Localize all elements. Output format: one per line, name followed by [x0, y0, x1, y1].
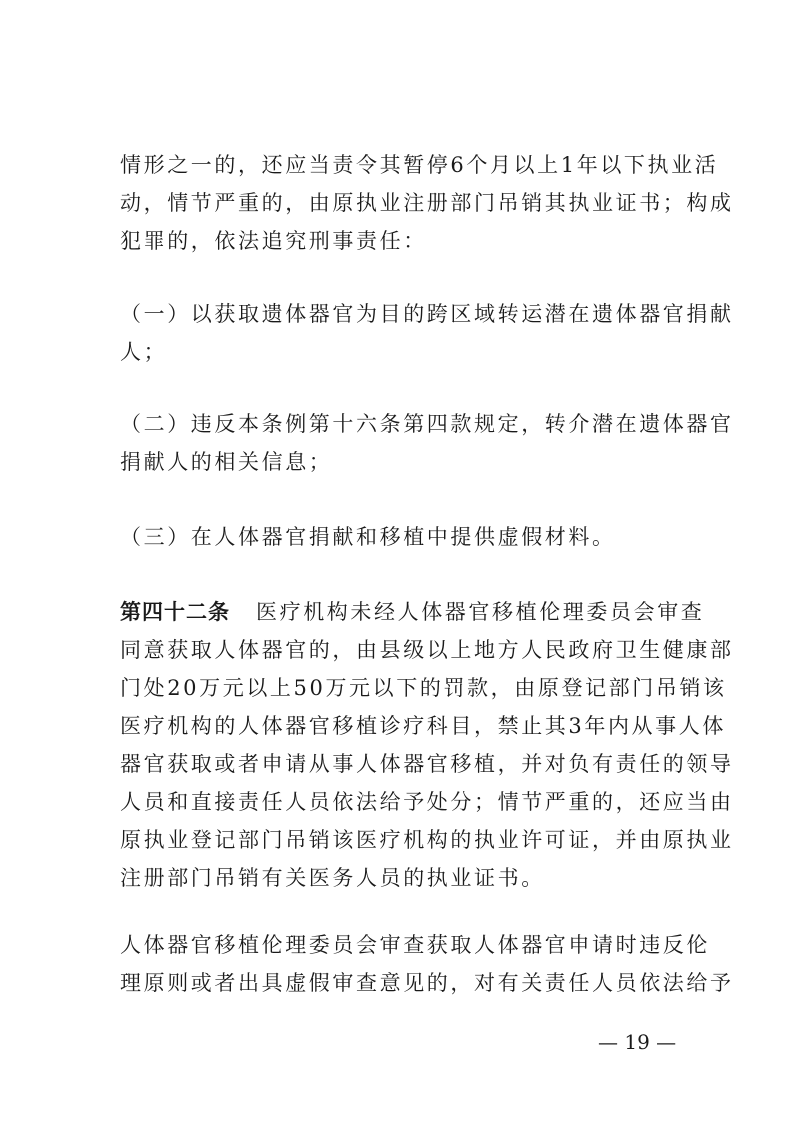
text-line: 人体器官移植伦理委员会审查获取人体器官申请时违反伦: [120, 933, 710, 957]
text-line: （一）以获取遗体器官为目的跨区域转运潜在遗体器官捐献: [120, 302, 734, 326]
text-line: 门处20万元以上50万元以下的罚款，由原登记部门吊销该: [120, 676, 727, 700]
list-item-2: [120, 405, 734, 481]
list-item-1: [120, 295, 734, 371]
paragraph-continuation: [120, 146, 734, 260]
text-line: 理原则或者出具虚假审查意见的，对有关责任人员依法给予: [120, 971, 734, 995]
page-number: — 19 —: [598, 1030, 677, 1054]
text-line: 同意获取人体器官的，由县级以上地方人民政府卫生健康部: [120, 638, 734, 662]
text-line: （二）违反本条例第十六条第四款规定，转介潜在遗体器官: [120, 412, 734, 436]
text-line: 人；: [120, 340, 168, 364]
text-line: 原执业登记部门吊销该医疗机构的执业许可证，并由原执业: [120, 828, 734, 852]
text-line: 医疗机构的人体器官移植诊疗科目，禁止其3年内从事人体: [120, 714, 726, 738]
article-heading: 第四十二条: [120, 599, 230, 624]
text-line: 器官获取或者申请从事人体器官移植，并对负有责任的领导: [120, 752, 734, 776]
text-line: 人员和直接责任人员依法给予处分；情节严重的，还应当由: [120, 790, 734, 814]
list-item-3: [120, 518, 672, 556]
text-line: 动，情节严重的，由原执业注册部门吊销其执业证书；构成: [120, 191, 734, 215]
text-line: 捐献人的相关信息；: [120, 450, 333, 474]
article-42: [120, 593, 734, 897]
text-line: 情形之一的，还应当责令其暂停6个月以上1年以下执业活: [120, 153, 719, 177]
text-line: [120, 593, 705, 631]
text-line: 犯罪的，依法追究刑事责任：: [120, 229, 427, 253]
text-line: （三）在人体器官捐献和移植中提供虚假材料。: [120, 525, 616, 549]
article-text: 医疗机构未经人体器官移植伦理委员会审查: [256, 600, 705, 624]
paragraph-ethics-committee: [120, 926, 734, 1002]
text-line: 注册部门吊销有关医务人员的执业证书。: [120, 866, 545, 890]
